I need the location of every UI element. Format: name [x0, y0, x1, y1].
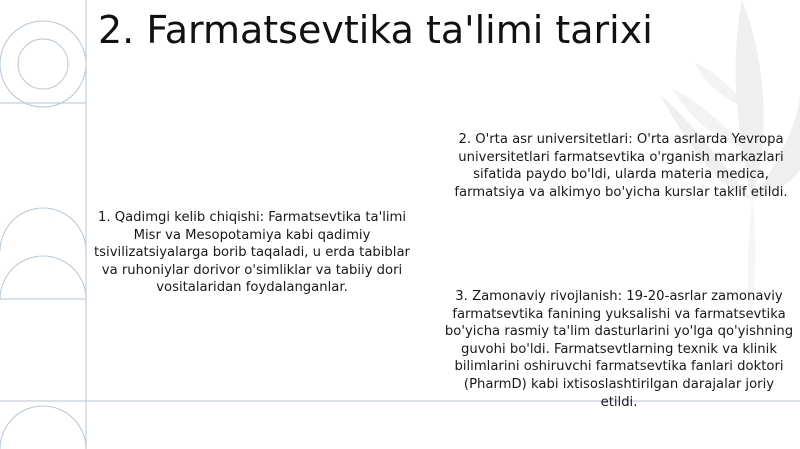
text-block-modern-development: 3. Zamonaviy rivojlanish: 19-20-asrlar zamonaviy farmatsevtika fanining yuksalishi va farmatsevtika bo'yicha rasmiy ta'lim dasturlarini yo'lga qo'yishning guvohi bo'ldi. Farmatsevtlarning texnik va klinik bilimlarini oshiruvchi farmatsevtika fanlari doktori (PharmD) kabi ixtisoslashtirilgan darajalar joriy etildi.	[444, 289, 794, 410]
text-block-ancient-origins: 1. Qadimgi kelib chiqishi: Farmatsevtika ta'limi Misr va Mesopotamiya kabi qadimiy tsivilizatsiyalarga borib taqaladi, u erda tabiblar va ruhoniylar dorivor o'simliklar va tabiiy dori vositalaridan foydalanganlar.	[94, 210, 410, 296]
text-block-medieval-universities: 2. O'rta asr universitetlari: O'rta asrlarda Yevropa universitetlari farmatsevtika o'rganish markazlari sifatida paydo bo'ldi, ularda materia medica, farmatsiya va alkimyo bo'yicha kurslar taklif etildi.	[454, 132, 788, 200]
circle-decoration	[0, 21, 86, 449]
slide-title: 2. Farmatsevtika ta'limi tarixi	[98, 8, 653, 52]
